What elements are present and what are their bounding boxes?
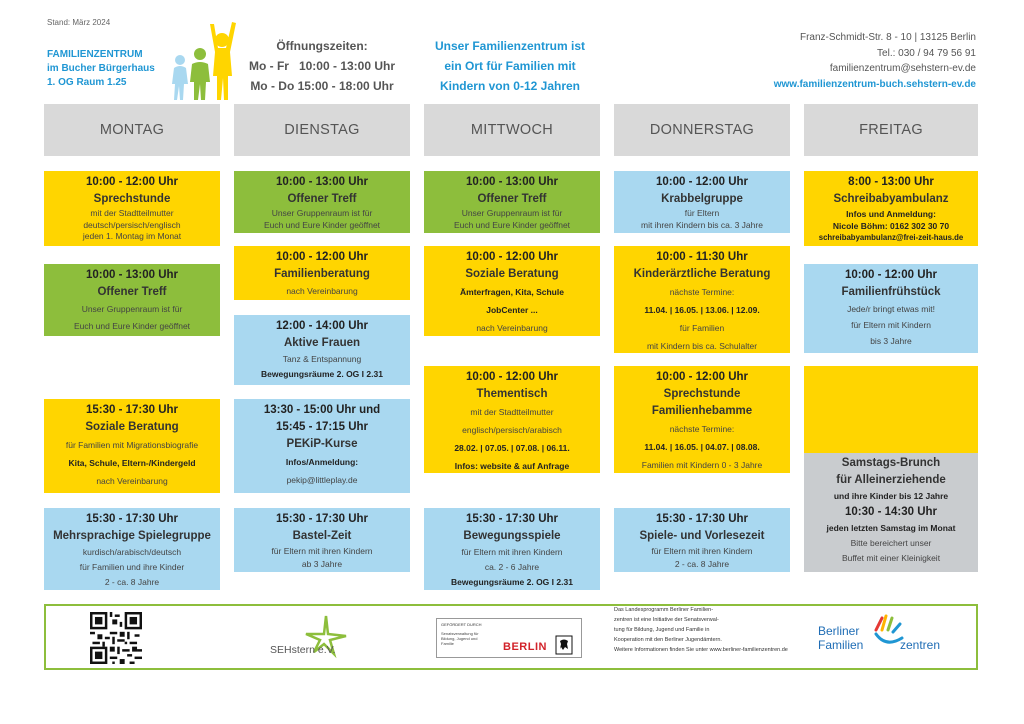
children-silhouette-icon — [166, 20, 244, 102]
event-time: 10:30 - 14:30 Uhr — [844, 506, 938, 518]
event-title: Offener Treff — [97, 286, 167, 298]
event-card: 10:00 - 13:00 Uhr Offener Treff Unser Gruppenraum ist für Euch und Eure Kinder geöffnet — [234, 171, 410, 233]
event-card: 10:00 - 12:00 Uhr Krabbelgruppe für Eltern mit ihren Kindern bis ca. 3 Jahre — [614, 171, 790, 233]
day-header-donnerstag: DONNERSTAG — [614, 104, 790, 156]
event-card: 10:00 - 13:00 Uhr Offener Treff Unser Gruppenraum ist für Euch und Eure Kinder geöffnet — [424, 171, 600, 233]
program-info-link[interactable]: Weitere Informationen finden Sie unter www.berliner-familienzentren.de — [614, 647, 788, 653]
day-header-mittwoch: MITTWOCH — [424, 104, 600, 156]
funded-head: GEFÖRDERT DURCH — [441, 622, 482, 627]
berlin-wordmark: BERLIN — [503, 641, 547, 653]
event-card: 10:00 - 12:00 Uhr Thementisch mit der Stadtteilmutter englisch/persisch/arabisch 28.02. | 07.05. | 07.08. | 06.11. Infos: website & auf Anfrage — [424, 366, 600, 473]
event-time: 10:00 - 12:00 Uhr — [85, 176, 179, 188]
event-time: 8:00 - 13:00 Uhr — [848, 176, 934, 188]
event-time: 10:00 - 13:00 Uhr — [85, 269, 179, 281]
event-card: 10:00 - 12:00 Uhr Sprechstunde mit der Stadtteilmutter deutsch/persisch/englisch jeden 1. Montag im Monat — [44, 171, 220, 246]
event-time: 10:00 - 11:30 Uhr — [656, 251, 748, 263]
event-title: Sprechstunde — [663, 388, 741, 400]
event-time: 10:00 - 13:00 Uhr — [465, 176, 559, 188]
stand-date: Stand: März 2024 — [47, 18, 111, 27]
event-card: Samstags-Brunch für Alleinerziehende und ihre Kinder bis 12 Jahre 10:30 - 14:30 Uhr jeden letzten Samstag im Monat Bitte bereichert unser Buffet mit einer Kleinigkeit — [804, 453, 978, 572]
event-card: 12:00 - 14:00 Uhr Aktive Frauen Tanz & Entspannung Bewegungsräume 2. OG I 2.31 — [234, 315, 410, 385]
event-title: Samstags-Brunch — [841, 457, 941, 469]
event-title: Soziale Beratung — [85, 421, 179, 433]
event-card: 10:00 - 11:30 Uhr Kinderärztliche Beratung nächste Termine: 11.04. | 16.05. | 13.06. | 12.09. für Familien mit Kindern bis ca. Schulalter — [614, 246, 790, 353]
event-time: 15:30 - 17:30 Uhr — [85, 404, 179, 416]
event-card: 10:00 - 12:00 Uhr Sprechstunde Familienhebamme nächste Termine: 11.04. | 16.05. | 04.07. | 08.08. Familien mit Kindern 0 - 3 Jahre — [614, 366, 790, 473]
opening-hours-line: Mo - Do 15:00 - 18:00 Uhr — [250, 79, 394, 93]
event-card: 13:30 - 15:00 Uhr und 15:45 - 17:15 Uhr PEKiP-Kurse Infos/Anmeldung: pekip@littleplay.de — [234, 399, 410, 493]
event-title: Spiele- und Vorlesezeit — [639, 530, 765, 542]
event-title: Soziale Beratung — [465, 268, 559, 280]
event-time: 15:30 - 17:30 Uhr — [85, 513, 179, 525]
event-card: 15:30 - 17:30 Uhr Mehrsprachige Spielegruppe kurdisch/arabisch/deutsch für Familien und ihre Kinder 2 - ca. 8 Jahre — [44, 508, 220, 590]
event-title: Aktive Frauen — [283, 337, 361, 349]
opening-hours — [238, 36, 406, 96]
event-card: 10:00 - 12:00 Uhr Familienfrühstück Jede/r bringt etwas mit! für Eltern mit Kindern bis 3 Jahre — [804, 264, 978, 353]
event-title: Krabbelgruppe — [661, 193, 743, 205]
event-card: 15:30 - 17:30 Uhr Spiele- und Vorlesezeit für Eltern mit ihren Kindern 2 - ca. 8 Jahre — [614, 508, 790, 572]
tagline: Unser Familienzentrum ist ein Ort für Familien mit Kindern von 0-12 Jahren — [434, 39, 586, 93]
event-time: 10:00 - 12:00 Uhr — [275, 251, 369, 263]
day-header-montag: MONTAG — [44, 104, 220, 156]
event-card: 10:00 - 12:00 Uhr Familienberatung nach Vereinbarung — [234, 246, 410, 300]
event-time: 10:00 - 12:00 Uhr — [844, 269, 938, 281]
event-time: 15:30 - 17:30 Uhr — [275, 513, 369, 525]
address: Franz-Schmidt-Str. 8 - 10 | 13125 Berlin — [799, 32, 976, 43]
event-title: Offener Treff — [477, 193, 547, 205]
event-card: 15:30 - 17:30 Uhr Bewegungsspiele für Eltern mit ihren Kindern ca. 2 - 6 Jahre Bewegungsräume 2. OG I 2.31 — [424, 508, 600, 590]
website-link[interactable]: www.familienzentrum-buch.sehstern-ev.de — [773, 78, 976, 90]
event-title: Sprechstunde — [93, 193, 171, 205]
event-title: Bastel-Zeit — [292, 530, 352, 542]
email[interactable]: familienzentrum@sehstern-ev.de — [829, 63, 976, 74]
phone: Tel.: 030 / 94 79 56 91 — [877, 47, 976, 59]
event-title: Offener Treff — [287, 193, 357, 205]
event-title: Bewegungsspiele — [463, 530, 561, 542]
berlin-bear-icon — [555, 635, 573, 655]
event-title: Kinderärztliche Beratung — [633, 268, 771, 280]
event-card: 15:30 - 17:30 Uhr Bastel-Zeit für Eltern mit ihren Kindern ab 3 Jahre — [234, 508, 410, 572]
event-time: 10:00 - 12:00 Uhr — [465, 371, 559, 383]
event-time: 10:00 - 12:00 Uhr — [465, 251, 559, 263]
event-time: 13:30 - 15:00 Uhr und — [263, 404, 381, 416]
event-title: Familienberatung — [274, 268, 370, 280]
center-name: FAMILIENZENTRUM im Bucher Bürgerhaus 1. OG Raum 1.25 — [47, 49, 155, 88]
contact-info — [774, 30, 976, 92]
event-card: 10:00 - 12:00 Uhr Soziale Beratung Ämterfragen, Kita, Schule JobCenter ... nach Vereinbarung — [424, 246, 600, 336]
event-title: Familienhebamme — [651, 405, 753, 417]
event-title: Familienfrühstück — [841, 286, 941, 298]
event-time: 12:00 - 14:00 Uhr — [275, 320, 369, 332]
event-card: 15:30 - 17:30 Uhr Soziale Beratung für Familien mit Migrationsbiografie Kita, Schule, Eltern-/Kindergeld nach Vereinbarung — [44, 399, 220, 493]
bf-logo-text: Familien — [818, 638, 864, 652]
event-time: 15:30 - 17:30 Uhr — [465, 513, 559, 525]
event-time: 10:00 - 12:00 Uhr — [655, 176, 749, 188]
event-title: Thementisch — [476, 388, 548, 400]
sehstern-name: SEHstern e.V. — [270, 644, 336, 656]
day-header-freitag: FREITAG — [804, 104, 978, 156]
opening-hours-title: Öffnungszeiten: — [276, 39, 368, 53]
program-info: Das Landesprogramm Berliner Familien- zentren ist eine Initiative der Senatsverwal- tung für Bildung, Jugend und Familie in Kooperation mit den Berliner Jugendämtern. Weitere Informationen finden Sie unter www.berliner-familienzentren.de — [614, 605, 804, 655]
funding-logo — [436, 618, 582, 658]
event-title: PEKiP-Kurse — [286, 438, 358, 450]
event-title: für Alleinerziehende — [836, 474, 946, 486]
event-card-empty — [804, 366, 978, 453]
event-title: Schreibabyambulanz — [833, 193, 949, 205]
event-time: 10:00 - 13:00 Uhr — [275, 176, 369, 188]
funded-body: Senatsverwaltung für Bildung, Jugend und Familie — [441, 631, 479, 646]
qr-code-icon[interactable] — [90, 612, 142, 664]
event-card: 10:00 - 13:00 Uhr Offener Treff Unser Gruppenraum ist für Euch und Eure Kinder geöffnet — [44, 264, 220, 336]
bf-logo-text: Berliner — [818, 624, 860, 638]
event-card: 8:00 - 13:00 Uhr Schreibabyambulanz Infos und Anmeldung: Nicole Böhm: 0162 302 30 70 schreibabyambulanz@frei-zeit-haus.de — [804, 171, 978, 246]
event-time: 15:45 - 17:15 Uhr — [275, 421, 369, 433]
opening-hours-line: Mo - Fr 10:00 - 13:00 Uhr — [248, 59, 396, 73]
day-header-dienstag: DIENSTAG — [234, 104, 410, 156]
event-title: Mehrsprachige Spielegruppe — [53, 530, 211, 542]
bf-logo-text: zentren — [900, 638, 941, 652]
event-time: 10:00 - 12:00 Uhr — [655, 371, 749, 383]
event-time: 15:30 - 17:30 Uhr — [655, 513, 749, 525]
